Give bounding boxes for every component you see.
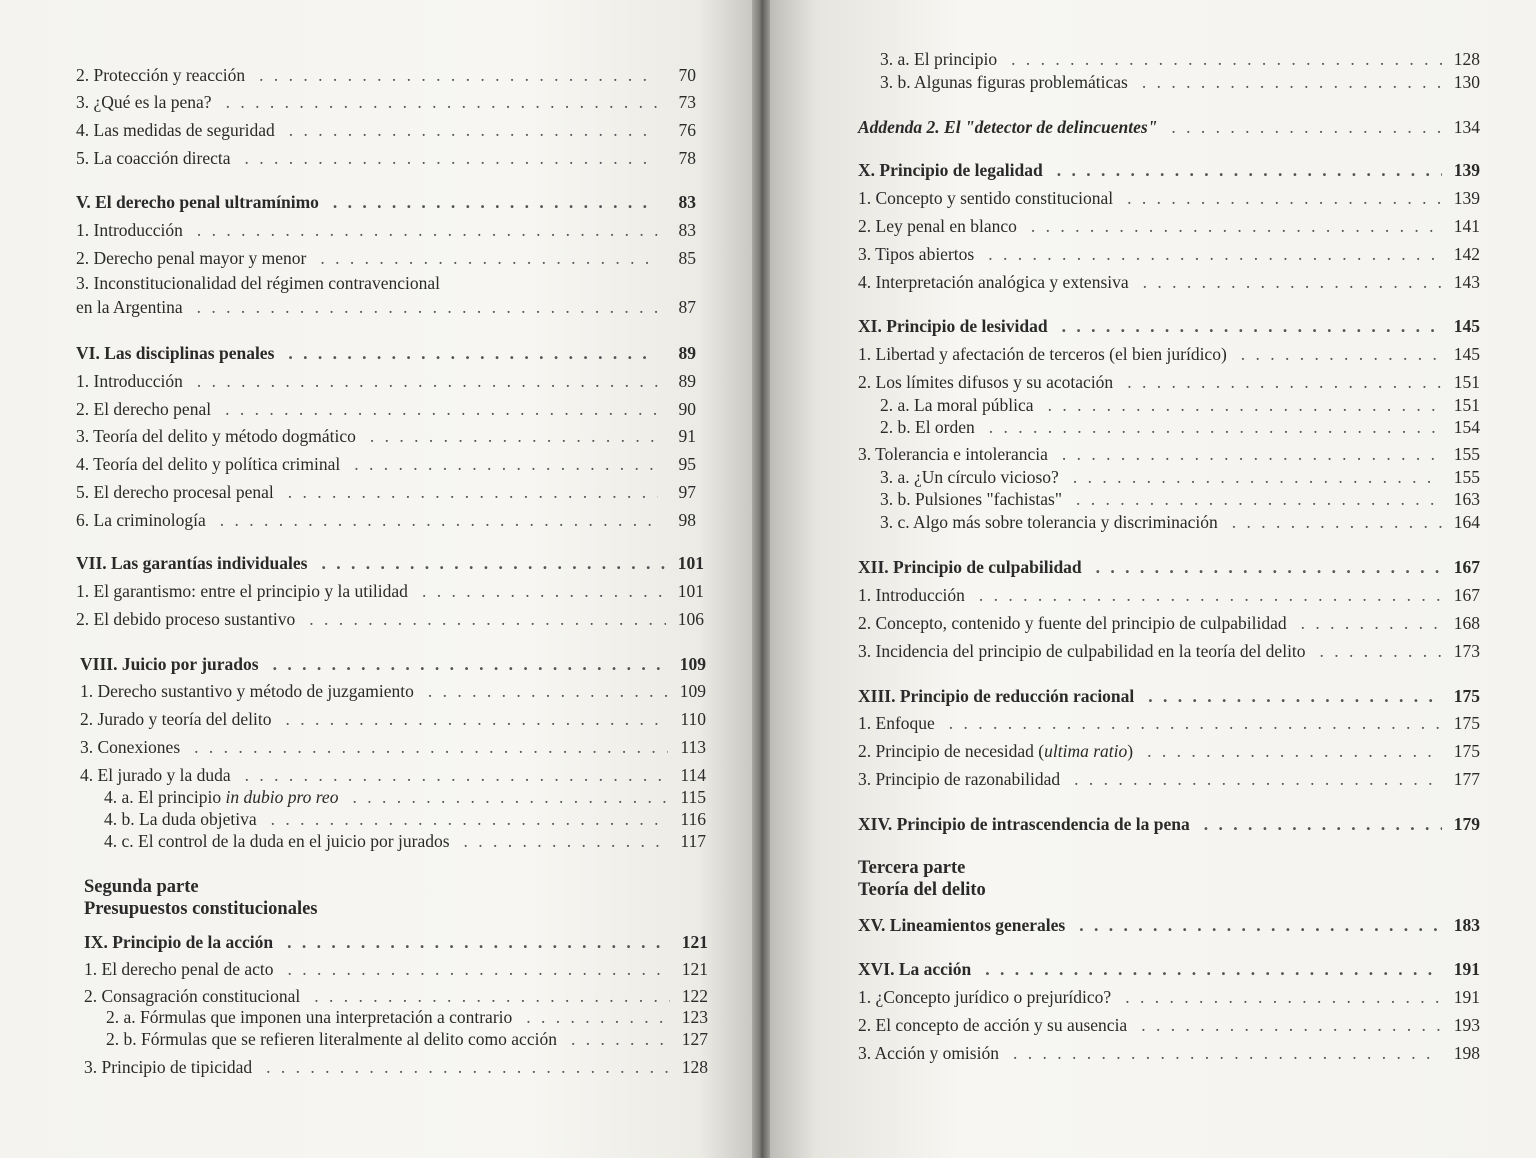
toc-entry-page: 164	[1453, 512, 1480, 532]
toc-entry-page: 167	[1453, 557, 1480, 577]
toc-entry-title: 2. Jurado y teoría del delito	[80, 709, 272, 729]
toc-entry-page: 130	[1453, 72, 1480, 92]
toc-entry	[858, 740, 1480, 762]
toc-entry-page: 123	[681, 1007, 708, 1027]
toc-entry-title: 4. c. El control de la duda en el juicio por jurados	[104, 831, 450, 851]
toc-entry-title: 2. b. El orden	[880, 417, 975, 437]
toc-entry-page: 191	[1453, 987, 1480, 1007]
toc-entry	[76, 91, 696, 113]
toc-entry	[880, 416, 1480, 438]
right-page	[770, 0, 1536, 1158]
toc-entry-page: 191	[1453, 959, 1480, 979]
toc-entry-title: 3. Principio de razonabilidad	[858, 769, 1061, 789]
toc-entry-page: 73	[678, 92, 696, 112]
right-toc	[770, 0, 1536, 1158]
toc-entry-page: 175	[1453, 713, 1480, 733]
toc-entry-page: 154	[1453, 417, 1480, 437]
toc-entry	[76, 247, 696, 269]
toc-entry-page: 83	[678, 192, 696, 212]
toc-entry-page: 145	[1453, 344, 1480, 364]
toc-entry-title: 1. Derecho sustantivo y método de juzgamiento	[80, 681, 414, 701]
part-title: Tercera parte	[858, 858, 966, 878]
toc-entry-page: 155	[1453, 467, 1480, 487]
toc-entry-title: 1. Introducción	[76, 220, 183, 240]
toc-entry-title: 1. Libertad y afectación de terceros (el bien jurídico)	[858, 344, 1227, 364]
toc-entry	[858, 243, 1480, 265]
toc-entry	[76, 509, 696, 531]
toc-entry-page: 109	[679, 654, 706, 674]
toc-entry-title: 3. b. Pulsiones "fachistas"	[880, 489, 1062, 509]
toc-entry	[80, 708, 706, 730]
toc-entry	[76, 219, 696, 241]
toc-entry	[76, 453, 696, 475]
toc-entry-title: 3. b. Algunas figuras problemáticas	[880, 72, 1128, 92]
toc-entry-title: 2. a. Fórmulas que imponen una interpretación a contrario	[106, 1007, 513, 1027]
toc-entry-page: 110	[680, 709, 706, 729]
toc-entry-page: 128	[1453, 49, 1480, 69]
toc-entry-title: 2. Principio de necesidad (ultima ratio)	[858, 741, 1134, 761]
toc-entry-page: 139	[1453, 160, 1480, 180]
toc-entry	[80, 764, 706, 786]
toc-entry-page: 101	[677, 581, 704, 601]
toc-entry-title: 3. Inconstitucionalidad del régimen contravencional	[76, 273, 440, 293]
toc-entry	[76, 481, 696, 503]
toc-entry-title: XIII. Principio de reducción racional	[858, 686, 1135, 706]
toc-entry-page: 173	[1453, 641, 1480, 661]
toc-entry-page: 127	[681, 1029, 708, 1049]
book-spine	[752, 0, 770, 1158]
toc-entry	[858, 343, 1480, 365]
toc-entry-title: 4. b. La duda objetiva	[104, 809, 257, 829]
toc-entry-page: 76	[678, 120, 696, 140]
toc-entry-page: 70	[678, 65, 696, 85]
toc-entry	[858, 371, 1480, 393]
toc-entry-page: 177	[1453, 769, 1480, 789]
toc-chapter-heading	[76, 552, 704, 574]
toc-entry-page: 175	[1453, 741, 1480, 761]
toc-entry	[76, 398, 696, 420]
toc-entry	[858, 768, 1480, 790]
toc-entry-page: 116	[680, 809, 706, 829]
toc-entry-title: 5. La coacción directa	[76, 148, 231, 168]
toc-entry	[858, 584, 1480, 606]
toc-entry-title: V. El derecho penal ultramínimo	[76, 192, 319, 212]
toc-entry	[76, 119, 696, 141]
toc-entry	[76, 64, 696, 86]
toc-entry	[76, 580, 704, 602]
toc-entry-title: 3. Acción y omisión	[858, 1043, 999, 1063]
toc-entry-title: XI. Principio de lesividad	[858, 316, 1048, 336]
toc-entry-page: 167	[1453, 585, 1480, 605]
toc-entry-title: 3. a. ¿Un círculo vicioso?	[880, 467, 1059, 487]
toc-entry-page: 85	[678, 248, 696, 268]
toc-entry-page: 117	[680, 831, 706, 851]
toc-entry-title: IX. Principio de la acción	[84, 932, 274, 952]
part-heading	[84, 876, 318, 920]
toc-entry	[84, 1056, 708, 1078]
toc-entry	[880, 511, 1480, 533]
toc-entry-page: 143	[1453, 272, 1480, 292]
toc-entry-title: 2. El debido proceso sustantivo	[76, 609, 296, 629]
toc-entry-title: 3. ¿Qué es la pena?	[76, 92, 212, 112]
toc-entry	[858, 712, 1480, 734]
left-toc	[0, 0, 752, 1158]
toc-entry-title: VII. Las garantías individuales	[76, 553, 308, 573]
toc-entry-title: X. Principio de legalidad	[858, 160, 1043, 180]
toc-entry-title: 3. Incidencia del principio de culpabilidad en la teoría del delito	[858, 641, 1306, 661]
toc-entry-page: 91	[678, 426, 696, 446]
toc-entry-page: 142	[1453, 244, 1480, 264]
toc-entry-title: 4. El jurado y la duda	[80, 765, 231, 785]
toc-entry-title: XV. Lineamientos generales	[858, 915, 1066, 935]
toc-entry	[858, 1014, 1480, 1036]
part-subtitle: Presupuestos constitucionales	[84, 899, 318, 919]
toc-chapter-heading	[76, 342, 696, 364]
toc-entry	[84, 958, 708, 980]
toc-entry-title: 3. Principio de tipicidad	[84, 1057, 253, 1077]
toc-chapter-heading	[76, 191, 696, 213]
toc-entry-title: VI. Las disciplinas penales	[76, 343, 275, 363]
toc-entry-page: 151	[1453, 395, 1480, 415]
part-heading	[858, 857, 986, 901]
toc-entry	[80, 736, 706, 758]
toc-chapter-heading	[858, 958, 1480, 980]
left-page	[0, 0, 752, 1158]
toc-entry-title: 2. a. La moral pública	[880, 395, 1034, 415]
toc-entry-page: 193	[1453, 1015, 1480, 1035]
toc-entry-page: 78	[678, 148, 696, 168]
toc-entry-title: VIII. Juicio por jurados	[80, 654, 259, 674]
toc-entry-title: 2. Derecho penal mayor y menor	[76, 248, 307, 268]
toc-entry	[106, 1006, 708, 1028]
toc-entry-title: 2. El concepto de acción y su ausencia	[858, 1015, 1128, 1035]
toc-entry	[880, 71, 1480, 93]
toc-entry	[880, 488, 1480, 510]
toc-entry-page: 168	[1453, 613, 1480, 633]
toc-entry-page: 141	[1453, 216, 1480, 236]
toc-entry-title: 1. Enfoque	[858, 713, 935, 733]
toc-entry-page: 95	[678, 454, 696, 474]
toc-entry-page: 101	[677, 553, 704, 573]
toc-entry-page: 145	[1453, 316, 1480, 336]
toc-entry-title: 1. Introducción	[858, 585, 965, 605]
toc-chapter-heading	[858, 159, 1480, 181]
toc-entry-page: 89	[678, 343, 696, 363]
toc-entry	[858, 612, 1480, 634]
toc-chapter-heading	[858, 315, 1480, 337]
toc-entry	[880, 394, 1480, 416]
toc-entry-page: 115	[680, 787, 706, 807]
toc-entry-title: 1. Concepto y sentido constitucional	[858, 188, 1114, 208]
toc-entry-title: XIV. Principio de intrascendencia de la pena	[858, 814, 1190, 834]
toc-entry-page: 155	[1453, 444, 1480, 464]
toc-entry	[858, 271, 1480, 293]
toc-entry	[858, 215, 1480, 237]
toc-entry-page: 175	[1453, 686, 1480, 706]
toc-entry-title: 2. Concepto, contenido y fuente del principio de culpabilidad	[858, 613, 1287, 633]
toc-entry	[858, 1042, 1480, 1064]
toc-entry-page: 121	[681, 932, 708, 952]
toc-entry-page: 114	[680, 765, 706, 785]
toc-entry-page: 134	[1453, 117, 1480, 137]
toc-entry	[106, 1028, 708, 1050]
toc-entry-title: 3. Conexiones	[80, 737, 181, 757]
toc-entry-page: 179	[1453, 814, 1480, 834]
toc-entry-title: 2. Consagración constitucional	[84, 986, 301, 1006]
toc-entry	[80, 680, 706, 702]
toc-entry-title-cont: en la Argentina	[76, 297, 183, 317]
toc-chapter-heading	[84, 931, 708, 953]
toc-entry-title: 2. Protección y reacción	[76, 65, 246, 85]
toc-entry	[84, 985, 708, 1007]
toc-entry	[104, 786, 706, 808]
toc-entry-page: 139	[1453, 188, 1480, 208]
toc-entry	[76, 296, 696, 318]
toc-entry-page: 87	[678, 297, 696, 317]
toc-entry-title: 3. a. El principio	[880, 49, 998, 69]
toc-entry	[76, 370, 696, 392]
toc-entry-page: 163	[1453, 489, 1480, 509]
toc-entry-title: 3. Tipos abiertos	[858, 244, 975, 264]
toc-entry-page: 183	[1453, 915, 1480, 935]
toc-entry-title: 4. Las medidas de seguridad	[76, 120, 275, 140]
toc-entry-page: 98	[678, 510, 696, 530]
toc-addenda	[858, 116, 1480, 138]
toc-entry-title: 2. b. Fórmulas que se refieren literalmente al delito como acción	[106, 1029, 557, 1049]
toc-entry-title: 1. El derecho penal de acto	[84, 959, 274, 979]
toc-chapter-heading	[858, 685, 1480, 707]
part-title: Segunda parte	[84, 877, 199, 897]
toc-entry	[104, 808, 706, 830]
toc-entry-title: 2. Los límites difusos y su acotación	[858, 372, 1114, 392]
toc-entry-title: 3. c. Algo más sobre tolerancia y discriminación	[880, 512, 1218, 532]
toc-chapter-heading	[80, 653, 706, 675]
toc-entry-page: 109	[679, 681, 706, 701]
toc-entry-page: 83	[678, 220, 696, 240]
toc-entry-title: 1. ¿Concepto jurídico o prejurídico?	[858, 987, 1112, 1007]
toc-entry-page: 151	[1453, 372, 1480, 392]
toc-entry	[104, 830, 706, 852]
toc-entry-page: 90	[678, 399, 696, 419]
toc-entry-title: 2. Ley penal en blanco	[858, 216, 1017, 236]
toc-entry-title: 4. a. El principio in dubio pro reo	[104, 787, 339, 807]
toc-entry-title: 4. Teoría del delito y política criminal	[76, 454, 341, 474]
toc-entry	[76, 608, 704, 630]
toc-entry	[880, 48, 1480, 70]
toc-entry-page: 122	[681, 986, 708, 1006]
toc-entry-page: 106	[677, 609, 704, 629]
toc-entry-title: 6. La criminología	[76, 510, 206, 530]
toc-entry	[858, 640, 1480, 662]
toc-entry-page: 128	[681, 1057, 708, 1077]
toc-entry-page: 89	[678, 371, 696, 391]
toc-entry	[880, 466, 1480, 488]
toc-entry-title: 1. Introducción	[76, 371, 183, 391]
toc-entry	[858, 187, 1480, 209]
toc-entry	[76, 147, 696, 169]
toc-entry-title: Addenda 2. El "detector de delincuentes"	[858, 117, 1158, 137]
toc-entry-title: 2. El derecho penal	[76, 399, 212, 419]
part-subtitle: Teoría del delito	[858, 880, 986, 900]
toc-entry-title: XVI. La acción	[858, 959, 972, 979]
toc-entry-page: 97	[678, 482, 696, 502]
toc-entry	[76, 425, 696, 447]
toc-entry-page: 113	[680, 737, 706, 757]
toc-chapter-heading	[858, 556, 1480, 578]
toc-entry-title: 5. El derecho procesal penal	[76, 482, 274, 502]
toc-entry-title: 1. El garantismo: entre el principio y la utilidad	[76, 581, 408, 601]
toc-entry-title: 4. Interpretación analógica y extensiva	[858, 272, 1129, 292]
toc-chapter-heading	[858, 914, 1480, 936]
toc-entry-page: 121	[681, 959, 708, 979]
toc-entry-title: XII. Principio de culpabilidad	[858, 557, 1082, 577]
toc-entry	[858, 986, 1480, 1008]
toc-entry-title: 3. Teoría del delito y método dogmático	[76, 426, 356, 446]
toc-entry-page: 198	[1453, 1043, 1480, 1063]
toc-entry	[858, 443, 1480, 465]
toc-entry-title: 3. Tolerancia e intolerancia	[858, 444, 1048, 464]
toc-chapter-heading	[858, 813, 1480, 835]
